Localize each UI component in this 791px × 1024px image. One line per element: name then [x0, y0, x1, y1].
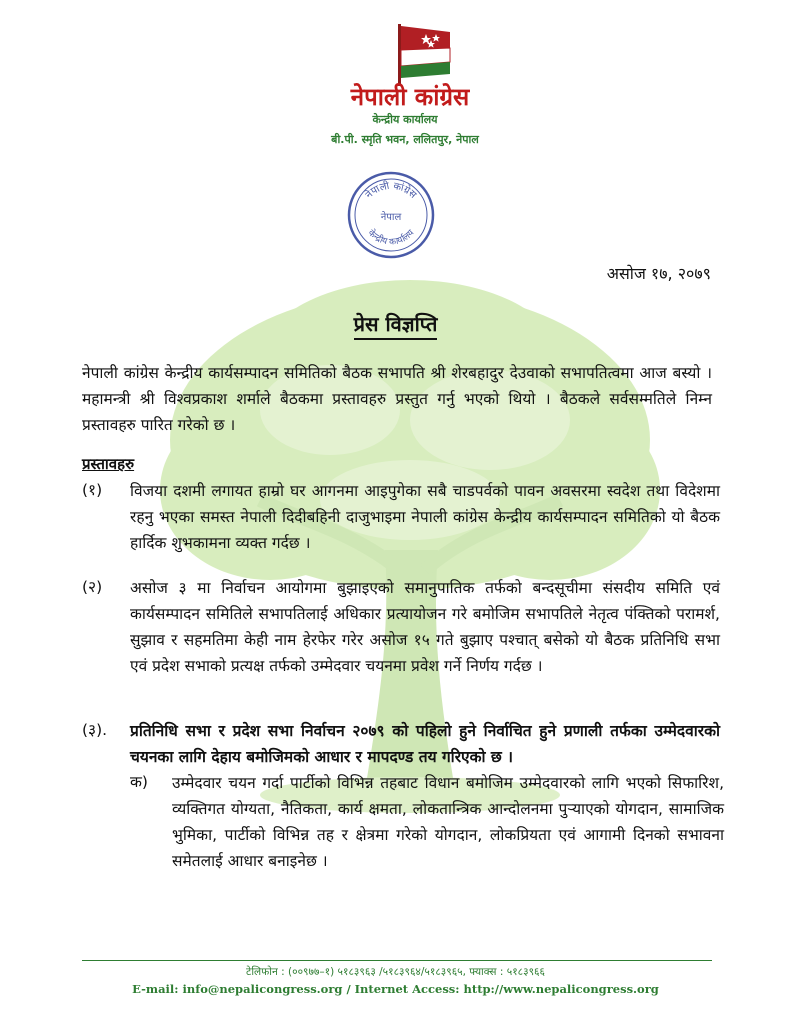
seal-text-top: नेपाली कांग्रेस	[363, 180, 419, 201]
org-name: नेपाली कांग्रेस	[350, 82, 470, 111]
footer-contact: E-mail: info@nepalicongress.org / Internet Access: http://www.nepalicongress.org	[132, 982, 659, 996]
proposal-number: (३).	[82, 721, 108, 739]
office-name: केन्द्रीय कार्यालय	[372, 113, 438, 126]
proposal-item	[82, 575, 722, 705]
proposal-item	[82, 718, 722, 778]
intro-paragraph: नेपाली कांग्रेस केन्द्रीय कार्यसम्पादन समितिको बैठक सभापति श्री शेरबहादुर देउवाको सभापतित्वमा आज बस्यो । महामन्त्री श्री विश्वप्रकाश शर्माले बैठकमा प्रस्तावहरु प्रस्तुत गर्नु भएको थियो । बैठकले सर्वसम्मतिले निम्न प्रस्तावहरु पारित गरेको छ ।	[82, 364, 712, 434]
proposal-sub-item	[130, 770, 730, 890]
document-date: असोज १७, २०७९	[606, 264, 711, 283]
proposal-text: प्रतिनिधि सभा र प्रदेश सभा निर्वाचन २०७९ को पहिलो हुने निर्वाचित हुने प्रणाली तर्फका उम्मेदवारको चयनका लागि देहाय बमोजिमको आधार र मापदण्ड तय गरिएको छ ।	[130, 722, 720, 766]
svg-text:केन्द्रीय कार्यालय	[366, 227, 417, 248]
sub-item-text: उम्मेदवार चयन गर्दा पार्टीको विभिन्न तहबाट विधान बमोजिम उम्मेदवारको लागि भएको सिफारिश, व्यक्तिगत योग्यता, नैतिकता, कार्य क्षमता, लोकतान्त्रिक आन्दोलनमा पुऱ्याएको योगदान, सामाजिक भुमिका, पार्टीको विभिन्न तह र क्षेत्रमा गरेको योगदान, लोकप्रियता एवं आगामी दिनको सभावना समेतलाई आधार बनाइनेछ ।	[172, 774, 724, 870]
proposal-text: विजया दशमी लगायत हाम्रो घर आगनमा आइपुगेका सबै चाडपर्वको पावन अवसरमा स्वदेश तथा विदेशमा रहनु भएका समस्त नेपाली दिदीबहिनी दाजुभाइमा नेपाली कांग्रेस केन्द्रीय कार्यसम्पादन समितिको यो बैठक हार्दिक शुभकामना व्यक्त गर्दछ ।	[130, 482, 720, 552]
page-title	[0, 310, 791, 337]
proposal-text: असोज ३ मा निर्वाचन आयोगमा बुझाइएको समानुपातिक तर्फको बन्दसूचीमा संसदीय समिति एवं कार्यसम्पादन समितिले सभापतिलाई अधिकार प्रत्यायोजन गरे बमोजिम सभापतिले नेतृत्व पंक्तिको परामर्श, सुझाव र सहमतिमा केही नाम हेरफेर गरेर असोज १५ गते बुझाए पश्चात् बसेको यो बैठक प्रतिनिधि सभा एवं प्रदेश सभाको प्रत्यक्ष तर्फको उम्मेदवार चयनमा प्रवेश गर्ने निर्णय गर्दछ ।	[130, 579, 720, 675]
proposal-number: (१)	[82, 481, 103, 499]
flag-logo-icon	[392, 22, 454, 86]
footer-divider	[82, 960, 712, 961]
office-address: बी.पी. स्मृति भवन, ललितपुर, नेपाल	[331, 133, 479, 146]
page-title-text: प्रेस विज्ञप्ति	[354, 312, 438, 340]
office-seal	[346, 170, 436, 260]
proposal-item	[82, 478, 722, 558]
proposals-label: प्रस्तावहरु	[82, 455, 135, 473]
proposal-number: (२)	[82, 578, 103, 596]
sub-item-number: क)	[130, 773, 148, 791]
seal-text-bottom: केन्द्रीय कार्यालय	[365, 228, 417, 248]
seal-text-center: नेपाल	[380, 212, 402, 223]
footer-phone: टेलिफोन : (००९७७–१) ५१८३९६३ /५१८३९६४/५१८३९६५, फ्याक्स : ५१८३९६६	[246, 966, 545, 978]
svg-text:नेपाली कांग्रेस	[363, 180, 418, 201]
